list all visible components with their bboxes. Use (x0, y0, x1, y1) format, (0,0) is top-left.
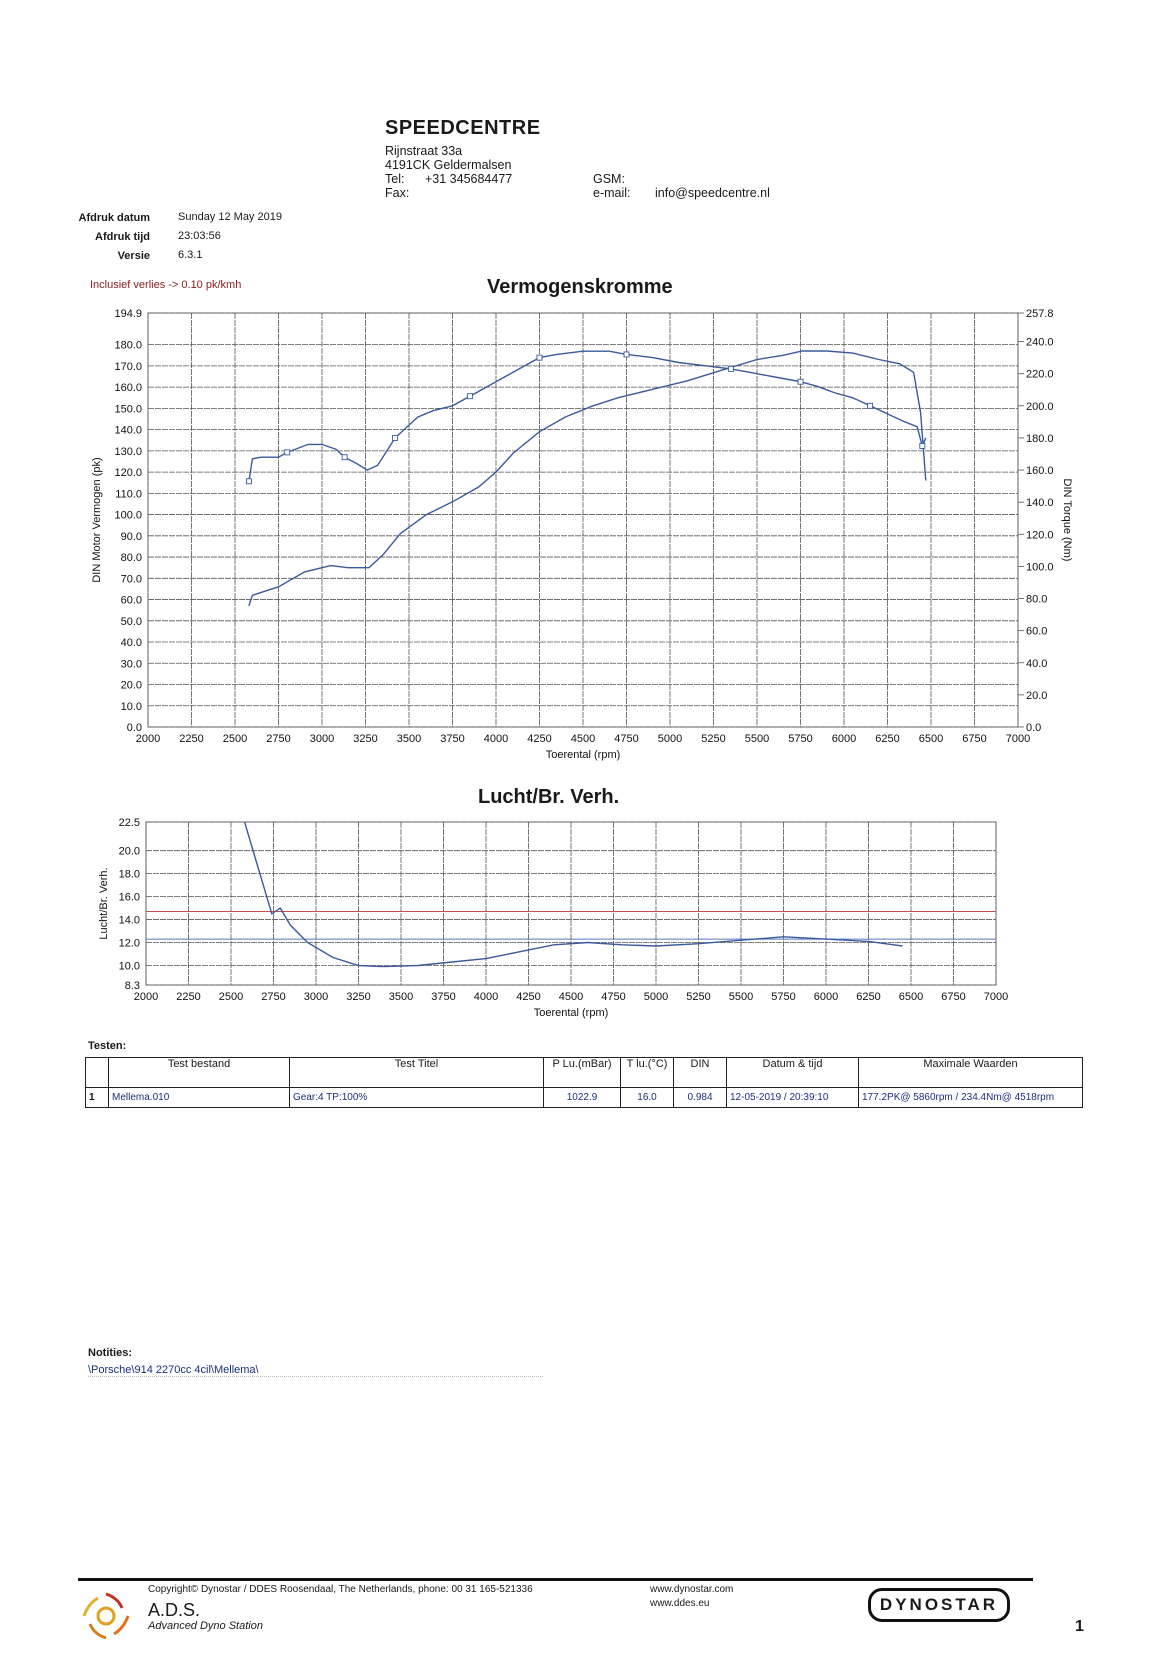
y2-tick-label: 160.0 (1026, 465, 1054, 478)
tests-header-row (86, 1058, 1083, 1088)
data-point (728, 366, 733, 371)
col-din: DIN (674, 1058, 727, 1088)
cell-datetime: 12-05-2019 / 20:39:10 (727, 1088, 859, 1108)
y-tick-label: 70.0 (120, 573, 142, 586)
y2-tick-label: 140.0 (1026, 497, 1054, 510)
y2-axis-label: DIN Torque (Nm) (1061, 478, 1073, 562)
y-axis-label: DIN Motor Vermogen (pk) (91, 457, 103, 583)
tests-table (85, 1057, 1083, 1108)
x-tick-label: 2250 (176, 991, 201, 1003)
y-tick-label: 120.0 (114, 467, 142, 480)
tel-value: +31 345684477 (425, 172, 513, 186)
y-tick-label: 20.0 (118, 845, 140, 858)
y2-tick-label: 0.0 (1026, 722, 1042, 734)
x-tick-label: 2750 (266, 733, 291, 745)
version-label: Versie (117, 250, 150, 262)
col-test-title: Test Titel (290, 1058, 544, 1088)
x-tick-label: 7000 (1005, 733, 1031, 745)
row-index: 1 (86, 1088, 109, 1108)
y-tick-label: 180.0 (114, 339, 142, 352)
x-tick-label: 3750 (440, 733, 465, 745)
data-point (798, 379, 803, 384)
x-tick-label: 2500 (222, 733, 248, 745)
x-tick-label: 2000 (135, 733, 161, 745)
y-tick-label: 80.0 (120, 552, 142, 565)
y-tick-label: 194.9 (114, 308, 142, 320)
col-temperature: T lu.(°C) (621, 1058, 674, 1088)
x-tick-label: 3250 (353, 733, 378, 745)
footer-copyright: Copyright© Dynostar / DDES Roosendaal, The Netherlands, phone: 00 31 165-521336 (148, 1584, 533, 1595)
ads-subtitle: Advanced Dyno Station (148, 1620, 263, 1632)
y-tick-label: 20.0 (120, 679, 142, 692)
series-line-1 (245, 822, 903, 967)
x-tick-label: 3000 (303, 991, 329, 1003)
power-chart (0, 300, 1170, 770)
x-tick-label: 6000 (813, 991, 839, 1003)
x-tick-label: 4000 (473, 991, 499, 1003)
loss-note: Inclusief verlies -> 0.10 pk/kmh (90, 279, 242, 291)
company-street: Rijnstraat 33a (385, 144, 463, 158)
cell-max-values: 177.2PK@ 5860rpm / 234.4Nm@ 4518rpm (859, 1088, 1083, 1108)
email-label: e-mail: (593, 186, 631, 200)
company-postal: 4191CK Geldermalsen (385, 158, 512, 172)
print-date-label: Afdruk datum (78, 212, 150, 224)
y-tick-label: 100.0 (114, 509, 142, 522)
y-tick-label: 12.0 (118, 937, 140, 950)
x-tick-label: 5250 (701, 733, 726, 745)
ads-logo-icon (78, 1588, 134, 1644)
x-tick-label: 2000 (133, 991, 159, 1003)
footer-divider (78, 1578, 1033, 1581)
y2-tick-label: 100.0 (1026, 561, 1054, 574)
dynostar-logo: DYNOSTAR (868, 1588, 1010, 1622)
y-tick-label: 0.0 (126, 722, 142, 734)
x-tick-label: 4750 (601, 991, 626, 1003)
col-max-values: Maximale Waarden (859, 1058, 1083, 1088)
version-value: 6.3.1 (178, 249, 203, 261)
tests-label: Testen: (88, 1040, 127, 1052)
x-tick-label: 6250 (875, 733, 900, 745)
series-line-2 (249, 351, 926, 481)
y2-tick-label: 257.8 (1026, 308, 1054, 320)
x-tick-label: 6000 (831, 733, 857, 745)
col-test-file: Test bestand (109, 1058, 290, 1088)
y-tick-label: 16.0 (118, 891, 140, 904)
footer-url-dynostar[interactable]: www.dynostar.com (650, 1584, 734, 1595)
x-tick-label: 5750 (788, 733, 813, 745)
data-point (920, 443, 925, 448)
cell-pressure: 1022.9 (544, 1088, 621, 1108)
y2-tick-label: 40.0 (1026, 657, 1048, 670)
y-tick-label: 170.0 (114, 360, 142, 373)
print-time-label: Afdruk tijd (95, 231, 150, 243)
y-tick-label: 8.3 (124, 980, 140, 992)
x-tick-label: 5500 (728, 991, 754, 1003)
col-datetime: Datum & tijd (727, 1058, 859, 1088)
company-name: SPEEDCENTRE (385, 117, 541, 139)
cell-din: 0.984 (674, 1088, 727, 1108)
power-chart-title: Vermogenskromme (487, 276, 673, 298)
data-point (868, 403, 873, 408)
y2-tick-label: 120.0 (1026, 529, 1054, 542)
footer-url-ddes[interactable]: www.ddes.eu (650, 1598, 710, 1609)
afr-chart (0, 810, 1170, 1025)
email-value: info@speedcentre.nl (655, 186, 770, 200)
print-date-value: Sunday 12 May 2019 (178, 211, 282, 223)
y-tick-label: 50.0 (120, 615, 142, 628)
x-axis-label: Toerental (rpm) (545, 749, 621, 761)
x-tick-label: 6250 (856, 991, 881, 1003)
y-tick-label: 90.0 (120, 530, 142, 543)
x-tick-label: 3750 (431, 991, 456, 1003)
x-tick-label: 5750 (771, 991, 796, 1003)
gsm-label: GSM: (593, 172, 625, 186)
y-tick-label: 60.0 (120, 594, 142, 607)
y2-tick-label: 60.0 (1026, 625, 1048, 638)
table-row[interactable] (86, 1088, 1083, 1108)
data-point (342, 455, 347, 460)
x-tick-label: 5500 (744, 733, 770, 745)
notes-value: \Porsche\914 2270cc 4cil\Mellema\ (88, 1364, 543, 1377)
tel-label: Tel: (385, 172, 405, 186)
cell-temperature: 16.0 (621, 1088, 674, 1108)
y-axis-label: Lucht/Br. Verh. (98, 867, 110, 940)
x-tick-label: 2500 (218, 991, 244, 1003)
x-tick-label: 2250 (179, 733, 204, 745)
y-tick-label: 10.0 (118, 960, 140, 973)
y2-tick-label: 200.0 (1026, 400, 1054, 413)
y2-tick-label: 80.0 (1026, 593, 1048, 606)
x-tick-label: 4250 (516, 991, 541, 1003)
fax-label: Fax: (385, 186, 410, 200)
x-tick-label: 3500 (396, 733, 422, 745)
data-point (537, 355, 542, 360)
y-tick-label: 14.0 (118, 914, 140, 927)
ads-name: A.D.S. (148, 1600, 201, 1620)
y-tick-label: 110.0 (115, 488, 142, 501)
x-tick-label: 5000 (643, 991, 669, 1003)
x-tick-label: 7000 (983, 991, 1009, 1003)
x-tick-label: 4500 (570, 733, 596, 745)
notes-label: Notities: (88, 1347, 132, 1359)
y-tick-label: 22.5 (118, 817, 140, 829)
y-tick-label: 130.0 (114, 445, 142, 458)
cell-test-title: Gear:4 TP:100% (290, 1088, 544, 1108)
x-tick-label: 4500 (558, 991, 584, 1003)
x-tick-label: 3000 (309, 733, 335, 745)
x-tick-label: 3250 (346, 991, 371, 1003)
x-tick-label: 4750 (614, 733, 639, 745)
x-tick-label: 4000 (483, 733, 509, 745)
y-tick-label: 18.0 (118, 868, 140, 881)
y-tick-label: 40.0 (120, 637, 142, 650)
y-tick-label: 160.0 (114, 382, 142, 395)
data-point (246, 479, 251, 484)
x-tick-label: 2750 (261, 991, 286, 1003)
x-tick-label: 4250 (527, 733, 552, 745)
x-tick-label: 6750 (962, 733, 987, 745)
y-tick-label: 10.0 (120, 700, 142, 713)
col-pressure: P Lu.(mBar) (544, 1058, 621, 1088)
y-tick-label: 140.0 (114, 424, 142, 437)
x-tick-label: 6500 (898, 991, 924, 1003)
page-number: 1 (1075, 1618, 1084, 1635)
y2-tick-label: 20.0 (1026, 689, 1048, 702)
data-point (624, 352, 629, 357)
x-tick-label: 6500 (918, 733, 944, 745)
data-point (285, 450, 290, 455)
x-tick-label: 5250 (686, 991, 711, 1003)
y2-tick-label: 240.0 (1026, 336, 1054, 349)
data-point (393, 435, 398, 440)
y2-tick-label: 220.0 (1026, 368, 1054, 381)
x-tick-label: 6750 (941, 991, 966, 1003)
cell-test-file: Mellema.010 (109, 1088, 290, 1108)
x-tick-label: 3500 (388, 991, 414, 1003)
afr-chart-title: Lucht/Br. Verh. (478, 786, 620, 808)
print-time-value: 23:03:56 (178, 230, 221, 242)
x-axis-label: Toerental (rpm) (533, 1007, 609, 1019)
y-tick-label: 150.0 (114, 403, 142, 416)
data-point (467, 394, 472, 399)
x-tick-label: 5000 (657, 733, 683, 745)
y2-tick-label: 180.0 (1026, 432, 1054, 445)
y-tick-label: 30.0 (120, 658, 142, 671)
